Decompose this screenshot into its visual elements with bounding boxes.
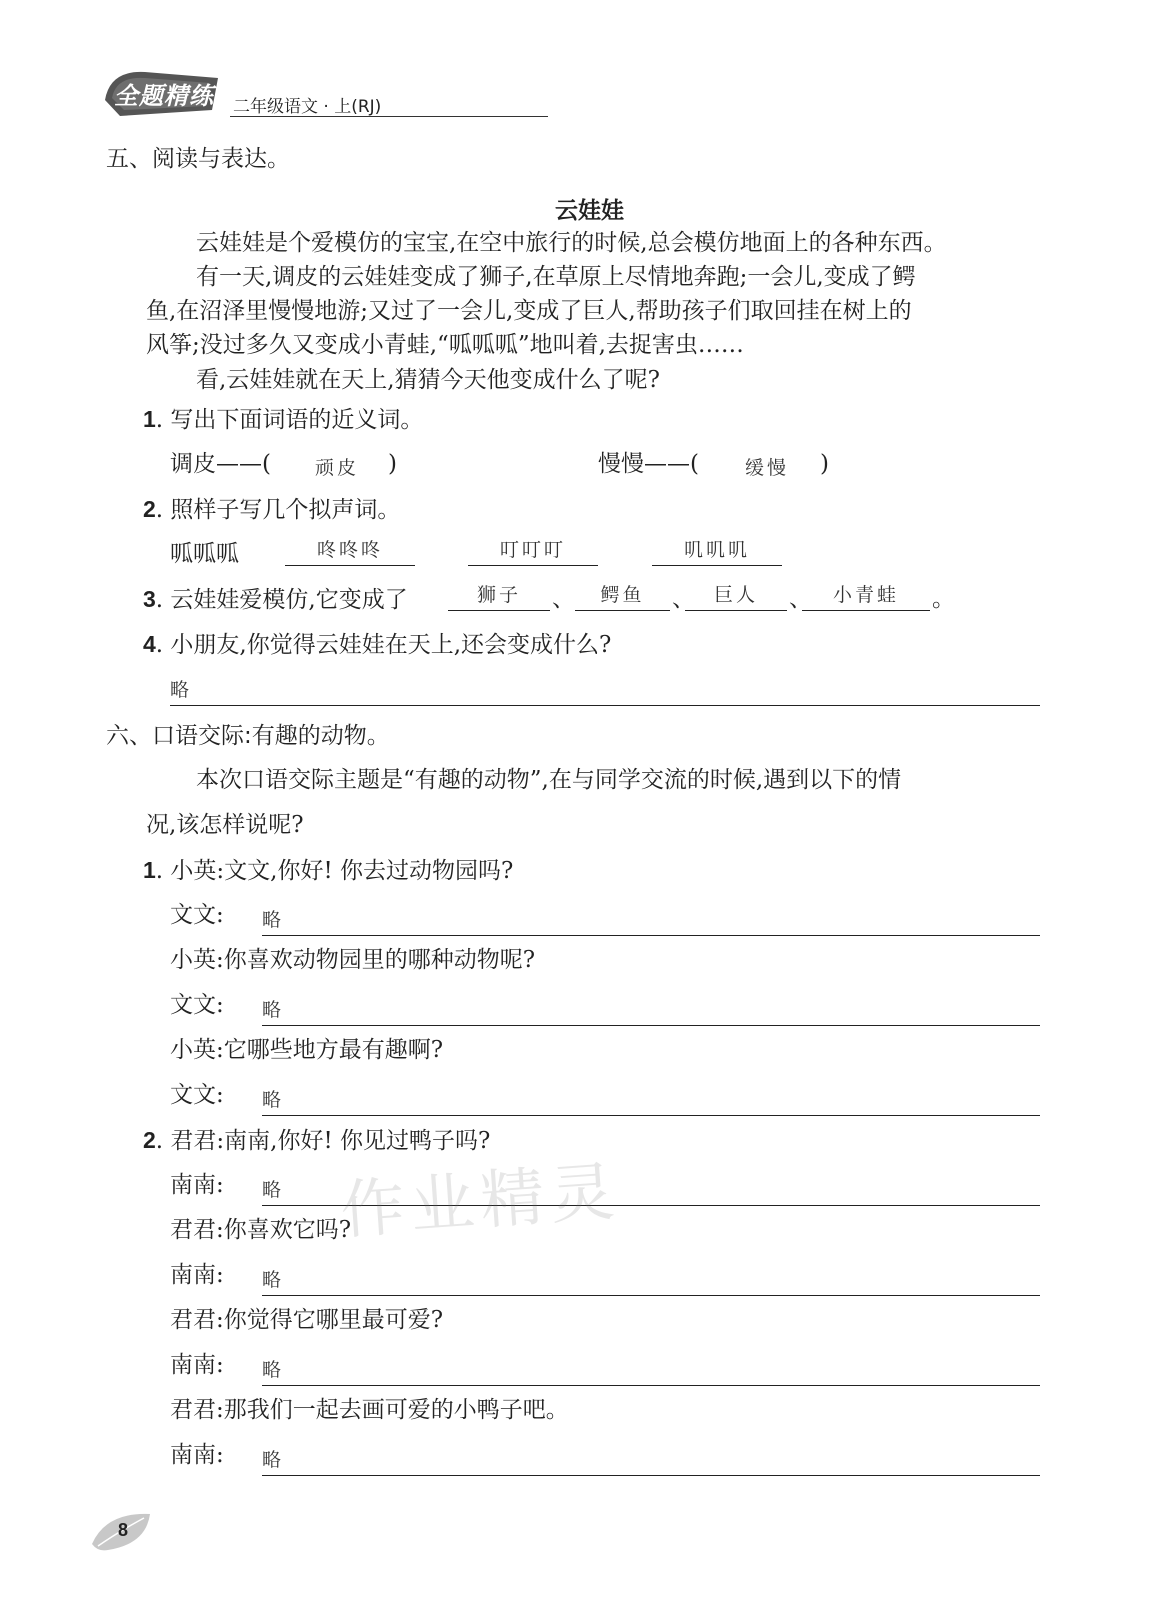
answer-text: 略 <box>262 999 285 1021</box>
section6-intro-line-2: 况,该怎样说呢? <box>146 812 304 838</box>
s5-q1-answer1[interactable]: 顽皮 <box>315 457 360 479</box>
answer-line[interactable] <box>262 1445 1040 1476</box>
section6-title: 六、口语交际:有趣的动物。 <box>106 723 390 749</box>
answer-line[interactable] <box>170 675 1040 706</box>
story-para-1: 云娃娃是个爱模仿的宝宝,在空中旅行的时候,总会模仿地面上的各种东西。 <box>196 230 947 256</box>
speaker: 文文: <box>170 1082 224 1108</box>
page-number: 8 <box>118 1520 129 1540</box>
q-text: . 云娃娃爱模仿,它变成了 <box>155 587 408 613</box>
q-text: . 君君:南南,你好! 你见过鸭子吗? <box>155 1128 491 1154</box>
s5-q1-close2: ) <box>820 451 829 477</box>
section5-title: 五、阅读与表达。 <box>106 146 290 172</box>
separator: 、 <box>672 586 695 612</box>
speaker: 文文: <box>170 902 224 928</box>
speaker: 文文: <box>170 992 224 1018</box>
watermark: 作业精灵 <box>338 1155 623 1249</box>
speaker: 南南: <box>170 1172 224 1198</box>
separator: 、 <box>552 586 575 612</box>
answer-line[interactable] <box>262 905 1040 936</box>
header <box>100 60 440 120</box>
answer-text: 叽叽叽 <box>683 539 750 561</box>
s5-q2-label <box>143 492 400 527</box>
story-para-2-line-1: 有一天,调皮的云娃娃变成了狮子,在草原上尽情地奔跑;一会儿,变成了鳄 <box>196 264 916 290</box>
q-number: 4 <box>143 631 156 657</box>
answer-blank[interactable] <box>802 580 930 611</box>
s5-q3-label <box>143 582 408 617</box>
story-para-3: 看,云娃娃就在天上,猜猜今天他变成什么了呢? <box>196 367 660 393</box>
end-punct: 。 <box>932 586 955 612</box>
answer-text: 略 <box>262 1359 285 1381</box>
answer-blank[interactable] <box>285 535 415 566</box>
separator: 、 <box>789 586 812 612</box>
s5-q1-close1: ) <box>388 451 397 477</box>
answer-text: 狮子 <box>476 584 521 606</box>
speaker: 南南: <box>170 1262 224 1288</box>
answer-blank[interactable] <box>685 580 787 611</box>
q-number: 1 <box>143 406 156 432</box>
answer-text: 略 <box>262 1449 285 1471</box>
prompt: 小英:它哪些地方最有趣啊? <box>170 1037 444 1063</box>
answer-text: 咚咚咚 <box>316 539 383 561</box>
page-number-badge <box>88 1508 158 1554</box>
answer-line[interactable] <box>262 995 1040 1026</box>
story-title: 云娃娃 <box>555 198 624 224</box>
answer-text: 叮叮叮 <box>499 539 566 561</box>
s5-q4-label <box>143 627 611 662</box>
answer-text: 巨人 <box>713 584 758 606</box>
answer-text: 略 <box>170 679 193 701</box>
answer-text: 小青蛙 <box>832 584 899 606</box>
prompt: 君君:你喜欢它吗? <box>170 1217 352 1243</box>
q-number: 2 <box>143 496 156 522</box>
answer-line[interactable] <box>262 1085 1040 1116</box>
speaker: 南南: <box>170 1442 224 1468</box>
logo-text: 全题精练 <box>114 82 214 110</box>
prompt: 君君:你觉得它哪里最可爱? <box>170 1307 444 1333</box>
story-para-2-line-3: 风筝;没过多久又变成小青蛙,“呱呱呱”地叫着,去捉害虫…… <box>146 332 744 358</box>
answer-blank[interactable] <box>652 535 782 566</box>
s5-q1-word2: 慢慢——( <box>598 451 699 477</box>
answer-text: 略 <box>262 1269 285 1291</box>
s5-q1-label <box>143 402 423 437</box>
q-text: . 写出下面词语的近义词。 <box>155 407 424 433</box>
header-subtitle: 二年级语文 · 上(RJ) <box>233 97 382 117</box>
q-text: . 小朋友,你觉得云娃娃在天上,还会变成什么? <box>155 632 612 658</box>
answer-text: 鳄鱼 <box>600 584 645 606</box>
answer-blank[interactable] <box>468 535 598 566</box>
s5-q1-answer2[interactable]: 缓慢 <box>745 457 790 479</box>
answer-line[interactable] <box>262 1265 1040 1296</box>
q-number: 2 <box>143 1127 156 1153</box>
q-number: 3 <box>143 586 156 612</box>
answer-blank[interactable] <box>448 580 550 611</box>
q-text: . 照样子写几个拟声词。 <box>155 497 401 523</box>
header-rule <box>230 116 548 117</box>
s5-q1-word1: 调皮——( <box>170 451 271 477</box>
answer-line[interactable] <box>262 1355 1040 1386</box>
prompt: 小英:你喜欢动物园里的哪种动物呢? <box>170 947 536 973</box>
answer-text: 略 <box>262 1089 285 1111</box>
prompt: 君君:那我们一起去画可爱的小鸭子吧。 <box>170 1397 569 1423</box>
answer-text: 略 <box>262 909 285 931</box>
s5-q2-example: 呱呱呱 <box>170 541 239 567</box>
answer-text: 略 <box>262 1179 285 1201</box>
s6-q1-label <box>143 853 513 888</box>
answer-blank[interactable] <box>575 580 670 611</box>
speaker: 南南: <box>170 1352 224 1378</box>
story-para-2-line-2: 鱼,在沼泽里慢慢地游;又过了一会儿,变成了巨人,帮助孩子们取回挂在树上的 <box>146 298 912 324</box>
q-number: 1 <box>143 857 156 883</box>
q-text: . 小英:文文,你好! 你去过动物园吗? <box>155 858 514 884</box>
section6-intro-line-1: 本次口语交际主题是“有趣的动物”,在与同学交流的时候,遇到以下的情 <box>196 767 902 793</box>
